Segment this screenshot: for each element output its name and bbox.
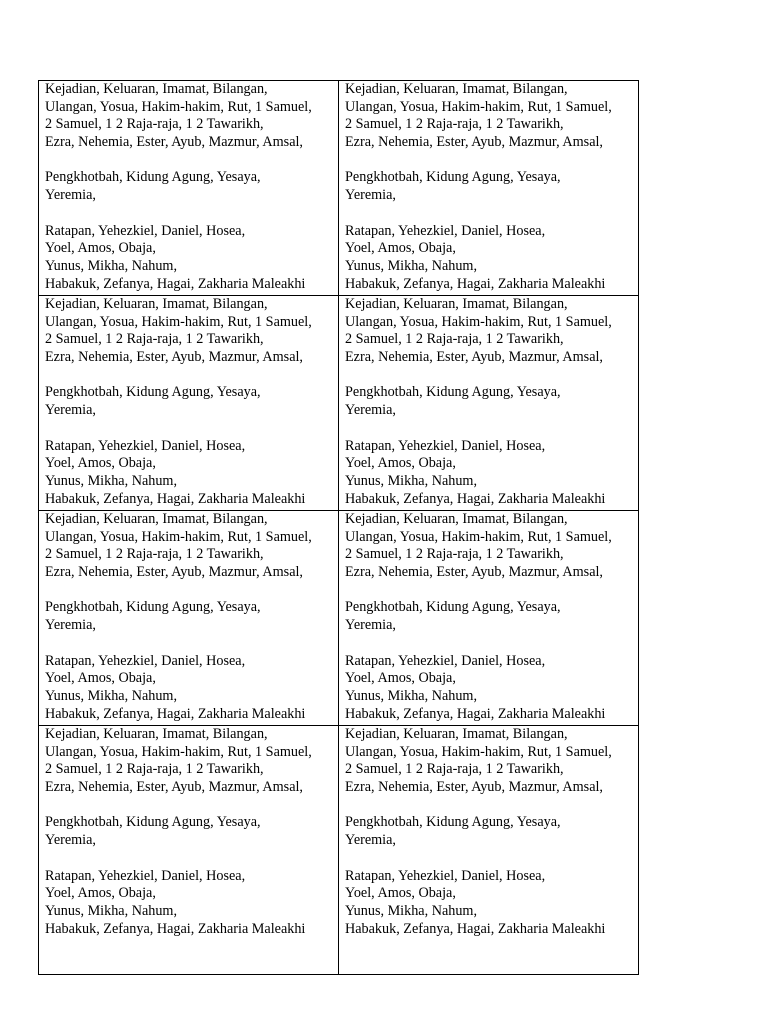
text-line: 2 Samuel, 1 2 Raja-raja, 1 2 Tawarikh, <box>45 546 264 563</box>
text-line: 2 Samuel, 1 2 Raja-raja, 1 2 Tawarikh, <box>45 761 264 778</box>
paragraph-gap <box>45 797 334 815</box>
cell-text <box>45 296 334 508</box>
text-line: Habakuk, Zefanya, Hagai, Zakharia Maleakhi <box>345 490 606 507</box>
table-row <box>39 81 639 296</box>
text-line: Pengkhotbah, Kidung Agung, Yesaya, <box>45 599 261 616</box>
paragraph-gap <box>45 582 334 600</box>
text-line: Yeremia, <box>45 187 96 204</box>
text-line: Yoel, Amos, Obaja, <box>345 455 456 472</box>
paragraph-gap <box>45 152 334 170</box>
text-line: Yoel, Amos, Obaja, <box>45 455 156 472</box>
text-line: Yunus, Mikha, Nahum, <box>45 257 178 274</box>
table-row <box>39 296 639 511</box>
text-line: Pengkhotbah, Kidung Agung, Yesaya, <box>45 169 261 186</box>
text-line: Yoel, Amos, Obaja, <box>345 885 456 902</box>
text-line: Ratapan, Yehezkiel, Daniel, Hosea, <box>345 867 546 884</box>
text-line: Yoel, Amos, Obaja, <box>45 240 156 257</box>
text-line: Ratapan, Yehezkiel, Daniel, Hosea, <box>345 437 546 454</box>
table-row <box>39 511 639 726</box>
paragraph-gap <box>345 367 634 385</box>
text-line: 2 Samuel, 1 2 Raja-raja, 1 2 Tawarikh, <box>345 116 564 133</box>
paragraph-gap <box>45 367 334 385</box>
text-line: Yunus, Mikha, Nahum, <box>345 687 478 704</box>
table-cell <box>339 726 639 975</box>
text-line: Yeremia, <box>345 832 396 849</box>
text-line: Habakuk, Zefanya, Hagai, Zakharia Maleakhi <box>45 705 306 722</box>
text-line: Yoel, Amos, Obaja, <box>45 885 156 902</box>
table-row <box>39 726 639 975</box>
text-line: Pengkhotbah, Kidung Agung, Yesaya, <box>345 599 561 616</box>
text-line: Ratapan, Yehezkiel, Daniel, Hosea, <box>45 437 246 454</box>
table-cell <box>39 296 339 511</box>
text-line: Yeremia, <box>45 832 96 849</box>
table-cell <box>339 296 639 511</box>
text-line: Kejadian, Keluaran, Imamat, Bilangan, <box>45 81 268 97</box>
text-line: Kejadian, Keluaran, Imamat, Bilangan, <box>45 511 268 527</box>
text-line: Pengkhotbah, Kidung Agung, Yesaya, <box>345 169 561 186</box>
table-cell <box>39 726 339 975</box>
text-line: Ezra, Nehemia, Ester, Ayub, Mazmur, Amsal, <box>45 349 303 366</box>
book-list-table <box>38 80 639 975</box>
text-line: Yeremia, <box>45 402 96 419</box>
cell-text <box>45 511 334 723</box>
paragraph-gap <box>45 850 334 868</box>
text-line: Ulangan, Yosua, Hakim-hakim, Rut, 1 Samuel, <box>345 98 612 115</box>
text-line: Ratapan, Yehezkiel, Daniel, Hosea, <box>45 222 246 239</box>
paragraph-gap <box>345 635 634 653</box>
table-cell <box>339 81 639 296</box>
text-line: Pengkhotbah, Kidung Agung, Yesaya, <box>45 814 261 831</box>
cell-text <box>345 511 634 723</box>
text-line: Yoel, Amos, Obaja, <box>45 670 156 687</box>
table-cell <box>39 511 339 726</box>
text-line: Yoel, Amos, Obaja, <box>345 240 456 257</box>
text-line: Pengkhotbah, Kidung Agung, Yesaya, <box>345 384 561 401</box>
paragraph-gap <box>345 797 634 815</box>
text-line: Ulangan, Yosua, Hakim-hakim, Rut, 1 Samuel, <box>45 743 312 760</box>
text-line: Kejadian, Keluaran, Imamat, Bilangan, <box>345 81 568 97</box>
text-line: Ezra, Nehemia, Ester, Ayub, Mazmur, Amsal, <box>345 779 603 796</box>
text-line: Yunus, Mikha, Nahum, <box>345 257 478 274</box>
text-line: Yunus, Mikha, Nahum, <box>345 472 478 489</box>
paragraph-gap <box>345 420 634 438</box>
text-line: Habakuk, Zefanya, Hagai, Zakharia Maleakhi <box>345 275 606 292</box>
text-line: 2 Samuel, 1 2 Raja-raja, 1 2 Tawarikh, <box>345 546 564 563</box>
text-line: 2 Samuel, 1 2 Raja-raja, 1 2 Tawarikh, <box>45 116 264 133</box>
text-line: Kejadian, Keluaran, Imamat, Bilangan, <box>45 726 268 742</box>
text-line: Ulangan, Yosua, Hakim-hakim, Rut, 1 Samuel, <box>345 528 612 545</box>
text-line: Yunus, Mikha, Nahum, <box>345 902 478 919</box>
table-cell <box>339 511 639 726</box>
text-line: Yunus, Mikha, Nahum, <box>45 902 178 919</box>
paragraph-gap <box>45 635 334 653</box>
text-line: Yunus, Mikha, Nahum, <box>45 687 178 704</box>
text-line: Ezra, Nehemia, Ester, Ayub, Mazmur, Amsal, <box>45 779 303 796</box>
text-line: Ezra, Nehemia, Ester, Ayub, Mazmur, Amsal, <box>345 349 603 366</box>
text-line: Pengkhotbah, Kidung Agung, Yesaya, <box>45 384 261 401</box>
text-line: Yunus, Mikha, Nahum, <box>45 472 178 489</box>
paragraph-gap <box>345 205 634 223</box>
text-line: Ratapan, Yehezkiel, Daniel, Hosea, <box>45 652 246 669</box>
text-line: Ezra, Nehemia, Ester, Ayub, Mazmur, Amsal, <box>345 564 603 581</box>
table-cell <box>39 81 339 296</box>
text-line: Pengkhotbah, Kidung Agung, Yesaya, <box>345 814 561 831</box>
paragraph-gap <box>45 205 334 223</box>
text-line: Yoel, Amos, Obaja, <box>345 670 456 687</box>
text-line: Ratapan, Yehezkiel, Daniel, Hosea, <box>345 652 546 669</box>
text-line: Ezra, Nehemia, Ester, Ayub, Mazmur, Amsal, <box>345 134 603 151</box>
paragraph-gap <box>45 420 334 438</box>
text-line: Yeremia, <box>345 187 396 204</box>
cell-text <box>345 296 634 508</box>
text-line: 2 Samuel, 1 2 Raja-raja, 1 2 Tawarikh, <box>345 761 564 778</box>
text-line: Ezra, Nehemia, Ester, Ayub, Mazmur, Amsal, <box>45 134 303 151</box>
text-line: Kejadian, Keluaran, Imamat, Bilangan, <box>45 296 268 312</box>
text-line: Yeremia, <box>345 402 396 419</box>
text-line: Ratapan, Yehezkiel, Daniel, Hosea, <box>45 867 246 884</box>
cell-text <box>45 726 334 938</box>
text-line: Kejadian, Keluaran, Imamat, Bilangan, <box>345 511 568 527</box>
text-line: Habakuk, Zefanya, Hagai, Zakharia Maleakhi <box>45 490 306 507</box>
text-line: Ulangan, Yosua, Hakim-hakim, Rut, 1 Samuel, <box>45 98 312 115</box>
text-line: Ulangan, Yosua, Hakim-hakim, Rut, 1 Samuel, <box>345 743 612 760</box>
paragraph-gap <box>345 850 634 868</box>
cell-text <box>45 81 334 293</box>
paragraph-gap <box>345 582 634 600</box>
text-line: Ulangan, Yosua, Hakim-hakim, Rut, 1 Samuel, <box>45 313 312 330</box>
text-line: Habakuk, Zefanya, Hagai, Zakharia Maleakhi <box>45 275 306 292</box>
text-line: Habakuk, Zefanya, Hagai, Zakharia Maleakhi <box>45 920 306 937</box>
text-line: 2 Samuel, 1 2 Raja-raja, 1 2 Tawarikh, <box>345 331 564 348</box>
text-line: Ulangan, Yosua, Hakim-hakim, Rut, 1 Samuel, <box>45 528 312 545</box>
text-line: Ulangan, Yosua, Hakim-hakim, Rut, 1 Samuel, <box>345 313 612 330</box>
cell-text <box>345 726 634 938</box>
text-line: Ezra, Nehemia, Ester, Ayub, Mazmur, Amsal, <box>45 564 303 581</box>
text-line: Kejadian, Keluaran, Imamat, Bilangan, <box>345 726 568 742</box>
text-line: Yeremia, <box>45 617 96 634</box>
text-line: Ratapan, Yehezkiel, Daniel, Hosea, <box>345 222 546 239</box>
text-line: Kejadian, Keluaran, Imamat, Bilangan, <box>345 296 568 312</box>
paragraph-gap <box>345 152 634 170</box>
text-line: Yeremia, <box>345 617 396 634</box>
text-line: Habakuk, Zefanya, Hagai, Zakharia Maleakhi <box>345 705 606 722</box>
text-line: Habakuk, Zefanya, Hagai, Zakharia Maleakhi <box>345 920 606 937</box>
cell-text <box>345 81 634 293</box>
text-line: 2 Samuel, 1 2 Raja-raja, 1 2 Tawarikh, <box>45 331 264 348</box>
